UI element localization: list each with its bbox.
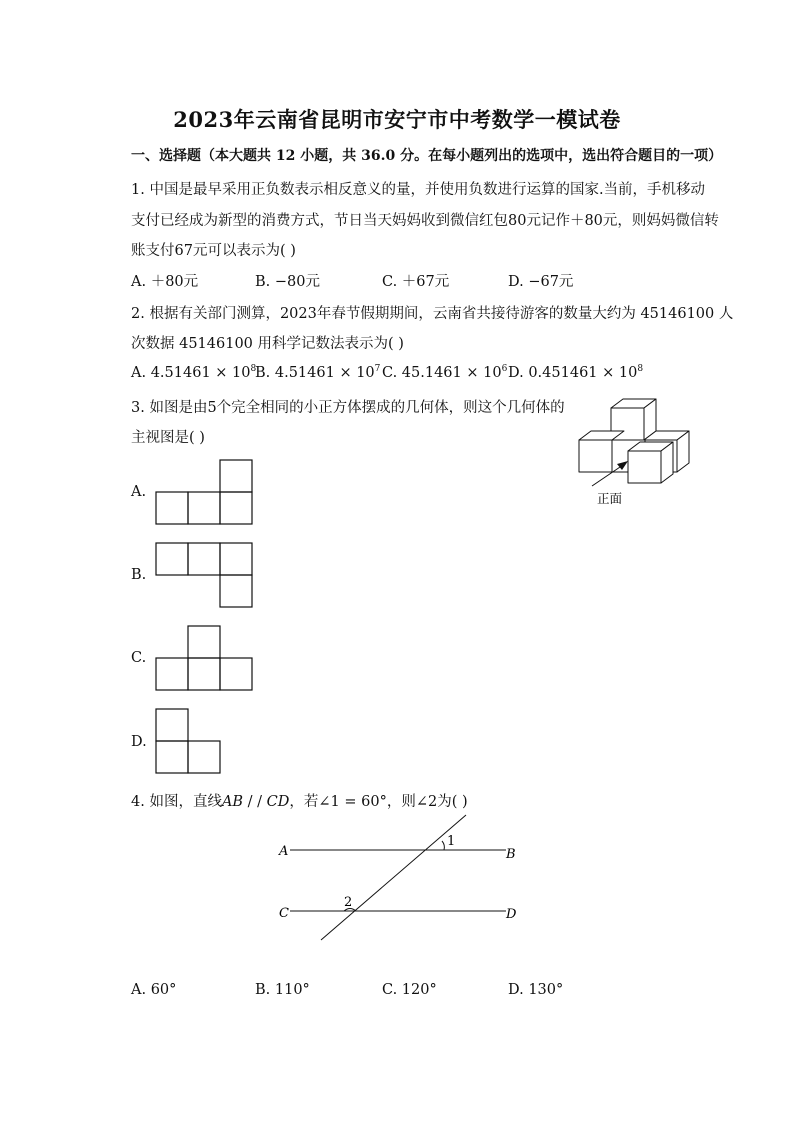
q3-option-d-label[interactable]: D. <box>131 734 147 750</box>
q2-option-c-mantissa: 45.1461 × 10 <box>401 364 502 381</box>
q2-option-b-mantissa: 4.51461 × 10 <box>274 364 375 381</box>
section-heading: 一、选择题（本大题共 12 小题，共 36.0 分。在每小题列出的选项中，选出符合题目的一项） <box>131 148 723 164</box>
label-c: C <box>279 906 289 921</box>
q2-option-d-mantissa: 0.451461 × 10 <box>528 364 638 381</box>
q2-option-d[interactable] <box>508 364 643 381</box>
q4-option-a[interactable]: A. 60° <box>131 982 177 998</box>
q1-line3: 账支付67元可以表示为( ) <box>131 243 296 259</box>
cube-front-front <box>628 451 661 483</box>
q4-option-d[interactable]: D. 130° <box>508 982 564 998</box>
q3-option-c-label[interactable]: C. <box>131 650 147 666</box>
q4-parallel-lines-figure <box>270 810 530 950</box>
label-d: D <box>506 907 517 922</box>
q2-line2: 次数据 45146100 用科学记数法表示为( ) <box>131 336 404 352</box>
q2-option-b-exp: 7 <box>374 364 381 374</box>
q3-option-b-label[interactable]: B. <box>131 567 147 583</box>
q4-option-b[interactable]: B. 110° <box>255 982 310 998</box>
q4-option-c[interactable]: C. 120° <box>382 982 437 998</box>
label-b: B <box>506 847 516 862</box>
front-label: 正面 <box>597 491 623 506</box>
q2-option-c[interactable] <box>382 364 507 381</box>
q2-line1: 2. 根据有关部门测算，2023年春节假期期间，云南省共接待游客的数量大约为 45146100 人 <box>131 306 734 322</box>
cube-left-front <box>579 440 612 472</box>
q3-line1: 3. 如图是由5个完全相同的小正方体摆成的几何体，则这个几何体的 <box>131 400 565 416</box>
q2-option-d-label: D. <box>508 364 524 381</box>
q2-option-d-exp: 8 <box>637 364 644 374</box>
q3-option-c-figure[interactable] <box>150 621 260 696</box>
q2-option-a[interactable] <box>131 364 256 381</box>
page-title: 2023年云南省昆明市安宁市中考数学一模试卷 <box>173 107 621 132</box>
q1-option-c[interactable]: C. ＋67元 <box>382 274 450 290</box>
angle-2-label: 2 <box>344 895 353 910</box>
q1-option-a[interactable]: A. ＋80元 <box>131 274 199 290</box>
q3-option-d-figure[interactable] <box>150 704 260 779</box>
q3-option-a-label[interactable]: A. <box>131 484 147 500</box>
q2-option-a-mantissa: 4.51461 × 10 <box>150 364 251 381</box>
transversal-line <box>321 815 466 940</box>
angle-1-label: 1 <box>447 834 456 849</box>
q4-line1: 4. 如图，直线𝐴𝐵 / / 𝐶𝐷，若∠1 = 60°，则∠2为( ) <box>131 794 468 810</box>
q3-cube-figure <box>570 395 695 510</box>
q2-option-c-label: C. <box>382 364 398 381</box>
q2-option-b-label: B. <box>255 364 271 381</box>
q1-option-d[interactable]: D. −67元 <box>508 274 574 290</box>
q1-line1: 1. 中国是最早采用正负数表示相反意义的量，并使用负数进行运算的国家.当前，手机移动 <box>131 182 706 198</box>
q2-option-c-exp: 6 <box>501 364 508 374</box>
q1-line2: 支付已经成为新型的消费方式，节日当天妈妈收到微信红包80元记作＋80元，则妈妈微信转 <box>131 213 719 229</box>
q3-line2: 主视图是( ) <box>131 430 205 446</box>
q2-option-a-exp: 8 <box>250 364 257 374</box>
label-a: A <box>279 844 289 859</box>
angle-1-arc <box>442 841 444 850</box>
q3-option-b-figure[interactable] <box>150 538 260 613</box>
q2-option-b[interactable] <box>255 364 380 381</box>
q3-option-a-figure[interactable] <box>150 455 260 530</box>
q2-option-a-label: A. <box>131 364 147 381</box>
q1-option-b[interactable]: B. −80元 <box>255 274 320 290</box>
